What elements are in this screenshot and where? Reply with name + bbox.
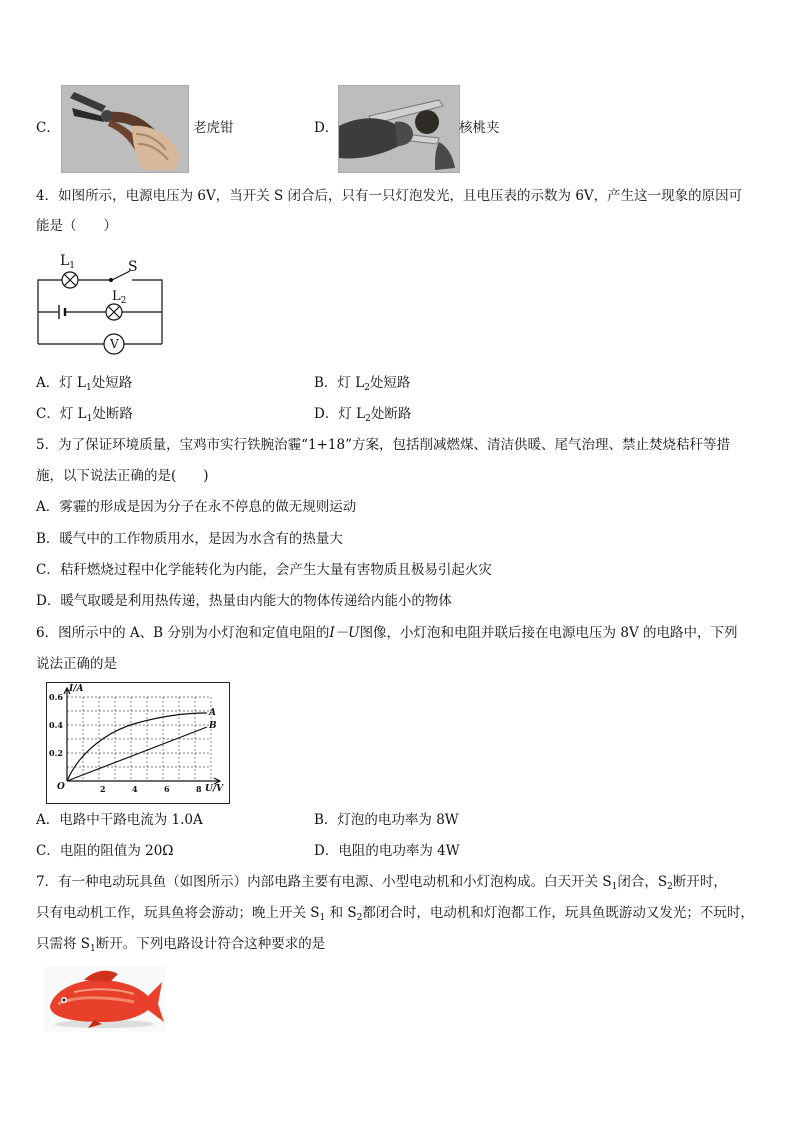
graph-curve-b-label: B (209, 721, 217, 731)
q6-option-b: B．灯泡的电功率为 8W (314, 812, 459, 828)
q4-stem-line1: 4．如图所示，电源电压为 6V，当开关 S 闭合后，只有一只灯泡发光，且电压表的示数为 6V，产生这一现象的原因可 (36, 188, 743, 204)
q4-option-c: C．灯 $L_1$处断路 (36, 406, 133, 424)
graph-xlabel: U/V (205, 784, 224, 794)
pliers-image (62, 86, 188, 172)
pliers-photo (61, 85, 189, 173)
circuit-label-l2: $L_2$ (112, 289, 127, 306)
q3-option-c-caption: 老虎钳 (193, 120, 234, 136)
q4-option-d: D．灯 $L_2$处断路 (314, 406, 412, 424)
graph-origin: O (57, 782, 65, 792)
q6-iu-graph (46, 682, 230, 804)
q4-stem-line2: 能是（ ） (36, 218, 117, 234)
q5-option-a: A．雾霾的形成是因为分子在永不停息的做无规则运动 (36, 499, 357, 515)
graph-ylabel: I/A (69, 684, 84, 694)
q7-stem-line2: 只有电动机工作，玩具鱼将会游动；晚上开关 $S_1$ 和 $S_2$都闭合时，电动机和灯泡都工作，玩具鱼既游动又发光；不玩时， (36, 905, 754, 923)
graph-ytick: 0.2 (49, 748, 63, 758)
graph-xtick: 2 (100, 784, 106, 794)
q3-option-d-caption: 核桃夹 (459, 120, 500, 136)
graph-ytick: 0.4 (49, 720, 63, 730)
q6-option-c: C．电阻的阻值为 20Ω (36, 843, 174, 859)
nutcracker-photo (338, 85, 460, 173)
q3-option-d-letter: D． (314, 120, 339, 136)
q4-circuit-diagram (30, 250, 170, 360)
nutcracker-image (339, 86, 459, 172)
fish-image (44, 966, 166, 1032)
q5-stem-line1: 5．为了保证环境质量，宝鸡市实行铁腕治霾“1+18”方案，包括削减燃煤、清洁供暖、尾气治理、禁止焚烧秸秆等措 (36, 437, 730, 453)
graph-xtick: 6 (164, 784, 170, 794)
circuit-label-v: V (110, 337, 119, 351)
q5-option-b: B．暖气中的工作物质用水，是因为水含有的热量大 (36, 531, 343, 547)
q6-stem-line1: 6．图所示中的 A、B 分别为小灯泡和定值电阻的I－U图像，小灯泡和电阻并联后接在电源电压为 8V 的电路中，下列 (36, 625, 738, 641)
q7-stem-line1: 7．有一种电动玩具鱼（如图所示）内部电路主要有电源、小型电动机和小灯泡构成。白天开关 $S_1$闭合，$S_2$断开时， (36, 874, 727, 892)
q4-option-b: B．灯 $L_2$处短路 (314, 375, 411, 393)
toy-fish-photo (44, 966, 166, 1032)
q7-stem-line3: 只需将 $S_1$断开。下列电路设计符合这种要求的是 (36, 936, 326, 954)
q6-option-a: A．电路中干路电流为 1.0A (36, 812, 203, 828)
q3-option-c-letter: C． (36, 120, 60, 136)
circuit-label-l1: $L_1$ (60, 253, 76, 271)
q6-stem-line2: 说法正确的是 (36, 656, 117, 672)
circuit-label-s: S (128, 259, 138, 275)
graph-ytick: 0.6 (49, 692, 63, 702)
q5-option-d: D．暖气取暖是利用热传递，热量由内能大的物体传递给内能小的物体 (36, 593, 452, 609)
q5-option-c: C．秸秆燃烧过程中化学能转化为内能，会产生大量有害物质且极易引起火灾 (36, 562, 492, 578)
circuit-svg (30, 250, 170, 360)
q6-option-d: D．电阻的电功率为 4W (314, 843, 460, 859)
q4-option-a: A．灯 $L_1$处短路 (36, 375, 133, 393)
q5-stem-line2: 施，以下说法正确的是( ) (36, 468, 209, 484)
graph-curve-a-label: A (209, 708, 216, 718)
graph-xtick: 4 (132, 784, 138, 794)
graph-xtick: 8 (196, 784, 202, 794)
